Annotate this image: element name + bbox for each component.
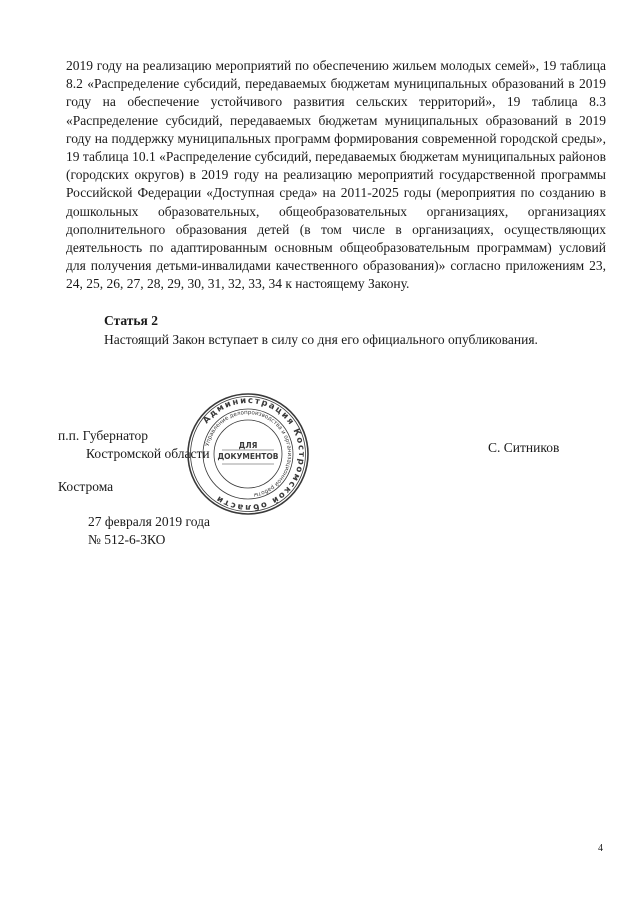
seal-center-line1: ДЛЯ [238,441,258,450]
law-date: 27 февраля 2019 года [88,514,210,529]
seal-outer-text: Администрация Костромской области [201,395,307,513]
article-text: Настоящий Закон вступает в силу со дня его официального опубликования. [104,332,538,347]
article-heading: Статья 2 [104,313,158,328]
signatory-name: С. Ситников [488,440,560,455]
signatory-region: Костромской области [86,446,210,461]
seal-center-line2: ДОКУМЕНТОВ [217,452,279,461]
signatory-title: п.п. Губернатор [58,428,148,443]
official-seal-stamp [186,392,310,516]
law-number: № 512-6-ЗКО [88,532,166,547]
body-paragraph: 2019 году на реализацию мероприятий по обеспечению жильем молодых семей», 19 таблица 8.2 «Распределение субсидий, передаваемых бюджетам муниципальных образований в 2019 году на обеспечение устойчивого развития сельских территорий», 19 таблица 8.3 «Распределение субсидий, передаваемых бюджетам муниципальных образований в 2019 году на поддержку муниципальных программ формирования современной городской среды», 19 таблица 10.1 «Распределение субсидий, передаваемых бюджетам муниципальных районов (городских округов) в 2019 году на реализацию мероприятий государственной программы Российской Федерации «Доступная среда» на 2011-2025 годы (мероприятия по созданию в дошкольных образовательных, общеобразовательных организациях, организациях дополнительного образования детей (в том числе в организациях, осуществляющих деятельность по адаптированным основным общеобразовательным программам) условий для получения детьми-инвалидами качественного образования)» согласно приложениям 23, 24, 25, 26, 27, 28, 29, 30, 31, 32, 33, 34 к настоящему Закону. [66,58,606,292]
page-number: 4 [598,843,603,854]
seal-inner-text: Управление делопроизводства и организационной работы [204,409,293,498]
city: Кострома [58,479,114,494]
